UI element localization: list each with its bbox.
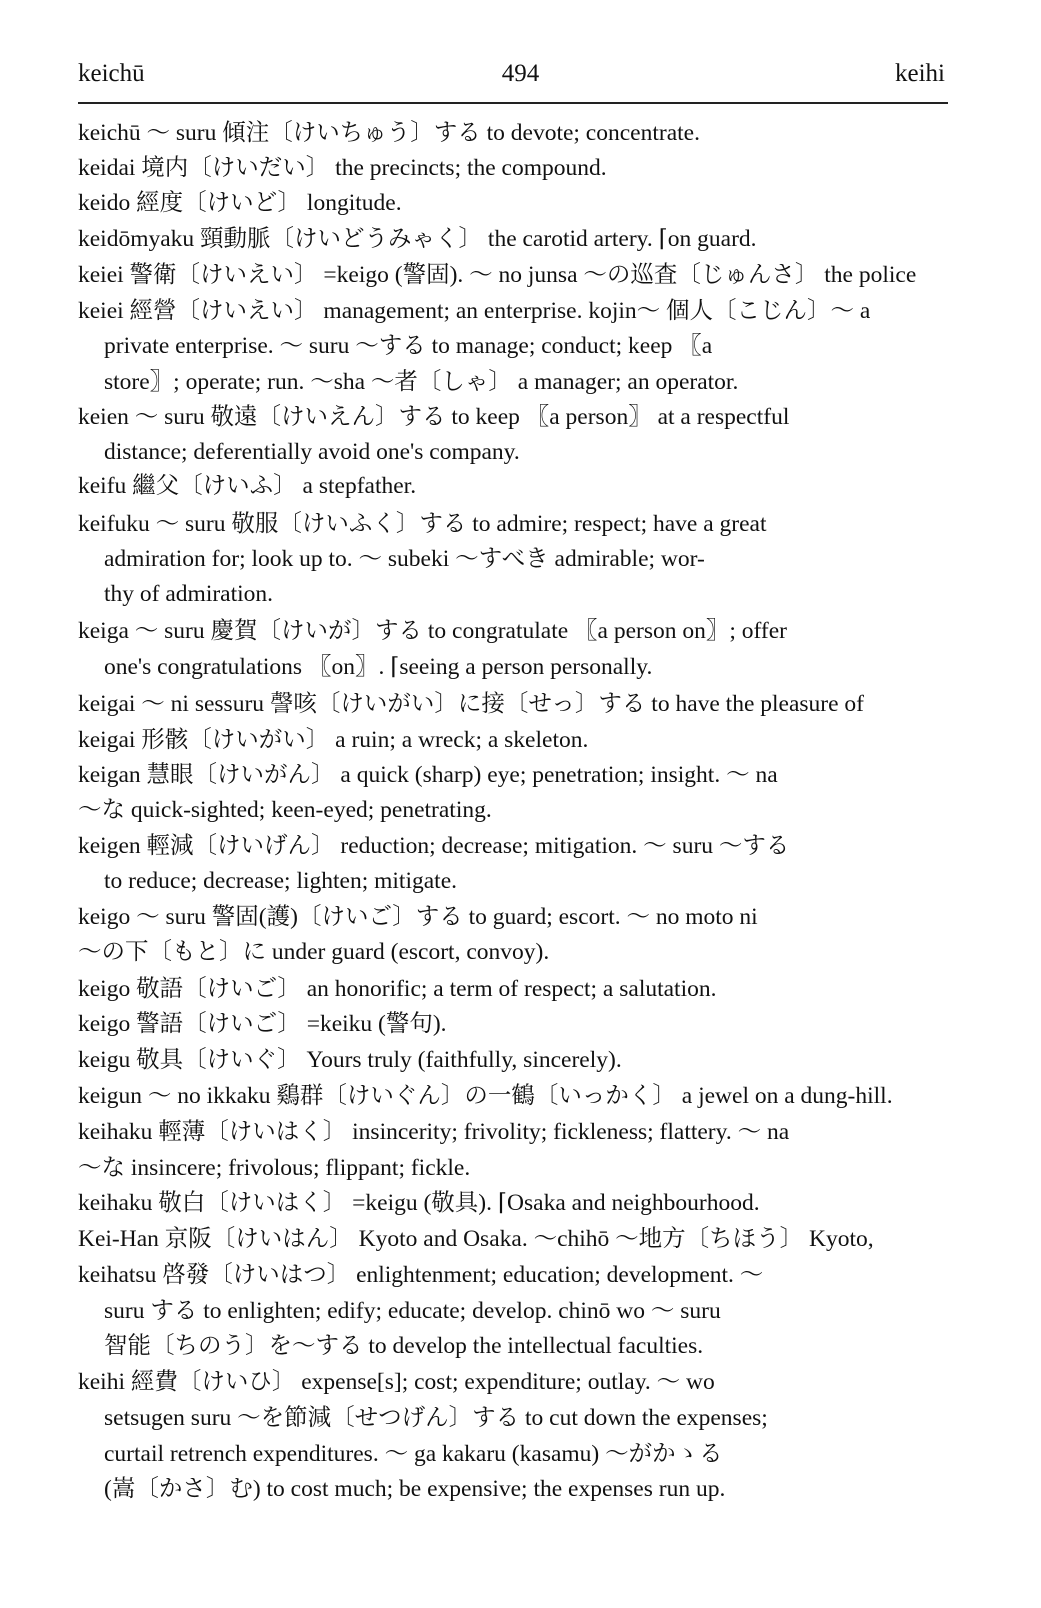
entry-line: keichū ～ suru 傾注〔けいちゅう〕する to devote; concentrate. xyxy=(78,120,700,146)
entry-line: curtail retrench expenditures. ～ ga kakaru (kasamu) ～がかゝる xyxy=(104,1441,723,1467)
entry-line: keigan 慧眼〔けいがん〕 a quick (sharp) eye; penetration; insight. ～ na xyxy=(78,762,778,788)
entry-line: keiei 經營〔けいえい〕 management; an enterprise. kojin～ 個人〔こじん〕～ a xyxy=(78,298,871,324)
entry-line: ～な quick-sighted; keen-eyed; penetrating. xyxy=(78,797,492,823)
entry-line: keigai 形骸〔けいがい〕 a ruin; a wreck; a skeleton. xyxy=(78,727,589,753)
entry-line: keigo 警語〔けいご〕 =keiku (警句). xyxy=(78,1011,447,1037)
entry-line: to reduce; decrease; lighten; mitigate. xyxy=(104,868,458,894)
entry-line: keigun ～ no ikkaku 鷄群〔けいぐん〕の一鶴〔いっかく〕 a jewel on a dung-hill. xyxy=(78,1083,893,1109)
entry-line: keihaku 敬白〔けいはく〕 =keigu (敬具). ⌈Osaka and neighbourhood. xyxy=(78,1190,760,1216)
entry-line: one's congratulations 〖on〗. ⌈seeing a person personally. xyxy=(104,654,653,680)
entry-line: keifu 繼父〔けいふ〕 a stepfather. xyxy=(78,473,417,499)
entry-line: keiga ～ suru 慶賀〔けいが〕する to congratulate 〖a person on〗; offer xyxy=(78,618,787,644)
entry-line: keido 經度〔けいど〕 longitude. xyxy=(78,190,402,216)
entry-line: keihi 經費〔けいひ〕 expense[s]; cost; expenditure; outlay. ～ wo xyxy=(78,1369,715,1395)
entry-line: distance; deferentially avoid one's company. xyxy=(104,439,520,465)
entry-line: keien ～ suru 敬遠〔けいえん〕する to keep 〖a person〗 at a respectful xyxy=(78,404,790,430)
entry-line: private enterprise. ～ suru ～する to manage; conduct; keep 〖a xyxy=(104,333,713,359)
entry-line: keihatsu 啓發〔けいはつ〕 enlightenment; education; development. ～ xyxy=(78,1262,764,1288)
entry-line: suru する to enlighten; edify; educate; develop. chinō wo ～ suru xyxy=(104,1298,721,1324)
entry-line: keigai ～ ni sessuru 謦咳〔けいがい〕に接〔せっ〕する to have the pleasure of xyxy=(78,691,865,717)
entry-line: keidai 境内〔けいだい〕 the precincts; the compound. xyxy=(78,155,607,181)
entry-line: keigo ～ suru 警固(護)〔けいご〕する to guard; escort. ～ no moto ni xyxy=(78,904,758,930)
entry-line: ～な insincere; frivolous; flippant; fickle. xyxy=(78,1155,471,1181)
entry-line: keigen 輕減〔けいげん〕 reduction; decrease; mitigation. ～ suru ～する xyxy=(78,833,790,859)
entry-line: keiei 警衛〔けいえい〕 =keigo (警固). ～ no junsa ～の巡査〔じゅんさ〕 the police xyxy=(78,262,917,288)
entry-line: keihaku 輕薄〔けいはく〕 insincerity; frivolity; fickleness; flattery. ～ na xyxy=(78,1119,790,1145)
header-guide-word-left: keichū xyxy=(78,60,145,87)
entry-line: thy of admiration. xyxy=(104,581,274,607)
entry-line: ～の下〔もと〕に under guard (escort, convoy). xyxy=(78,939,550,965)
header-guide-word-right: keihi xyxy=(895,60,945,87)
entry-line: setsugen suru ～を節減〔せつげん〕する to cut down the expenses; xyxy=(104,1405,768,1431)
entry-line: keifuku ～ suru 敬服〔けいふく〕する to admire; respect; have a great xyxy=(78,511,767,537)
entry-line: Kei-Han 京阪〔けいはん〕 Kyoto and Osaka. ～chihō ～地方〔ちほう〕 Kyoto, xyxy=(78,1226,874,1252)
entry-line: keigo 敬語〔けいご〕 an honorific; a term of respect; a salutation. xyxy=(78,976,717,1002)
header-rule xyxy=(78,102,948,104)
entry-line: keidōmyaku 頸動脈〔けいどうみゃく〕 the carotid artery. ⌈on guard. xyxy=(78,226,757,252)
entry-line: keigu 敬具〔けいぐ〕 Yours truly (faithfully, sincerely). xyxy=(78,1047,622,1073)
entry-line: store〗; operate; run. ～sha ～者〔しゃ〕 a manager; an operator. xyxy=(104,369,739,395)
page-number: 494 xyxy=(501,60,540,87)
entry-line: (嵩〔かさ〕む) to cost much; be expensive; the expenses run up. xyxy=(104,1476,726,1502)
entry-line: admiration for; look up to. ～ subeki ～すべき admirable; wor- xyxy=(104,546,705,572)
entry-line: 智能〔ちのう〕を～する to develop the intellectual faculties. xyxy=(104,1333,704,1359)
